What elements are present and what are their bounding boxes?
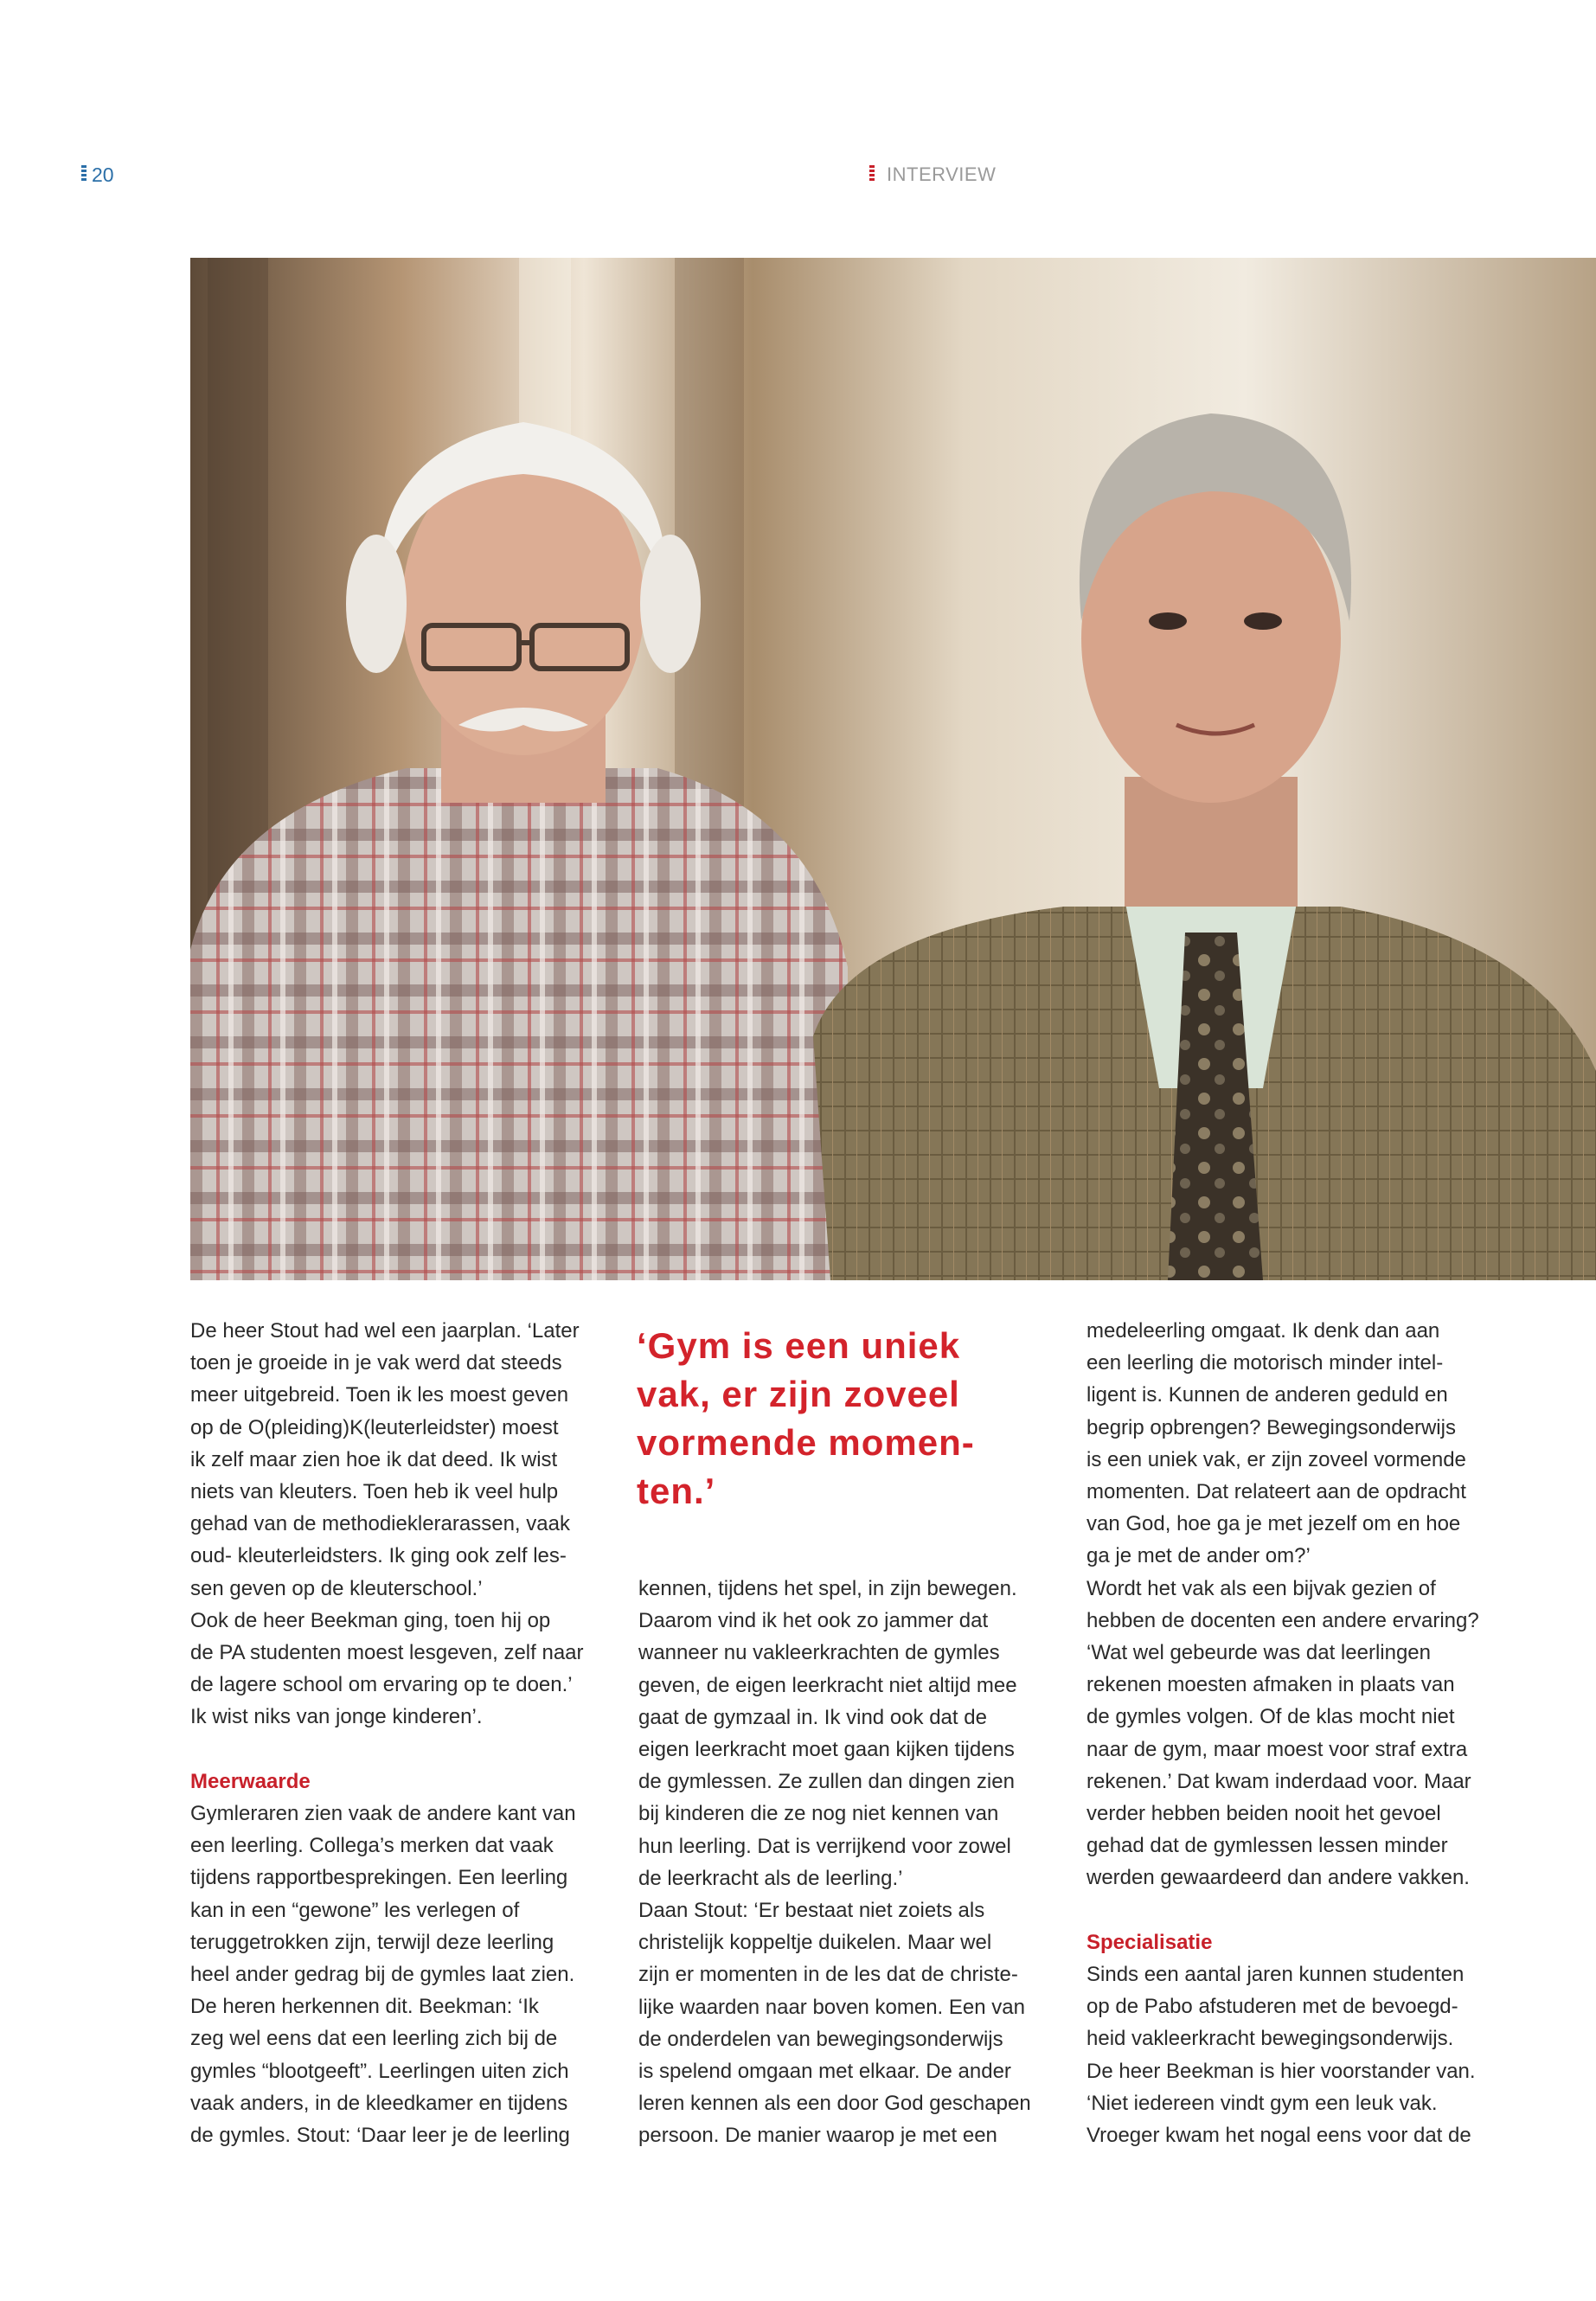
paragraph: Wordt het vak als een bijvak gezien of hebben de docenten een andere ervaring? ‘Wat wel gebeurde was dat leerlingen rekenen moesten afmaken in plaats van de gymles volgen. Of de klas mocht niet naar de gym, maar moest voor straf extra rekenen.’ Dat kwam inderdaad voor. Maar verder hebben beiden nooit het gevoel gehad dat de gymlessen lessen minder werden gewaardeerd dan andere vakken. — [1086, 1576, 1479, 1890]
section-label: INTERVIEW — [887, 163, 997, 185]
paragraph: medeleerling omgaat. Ik denk dan aan een leerling die motorisch minder intel- ligent is. Kunnen de anderen geduld en begrip opbrengen? Bewegingsonderwijs is een uniek vak, er zijn zoveel vormende momenten. Dat relateert aan de opdracht van God, hoe ga je met jezelf om en hoe ga je met de ander om?’ — [1086, 1319, 1466, 1568]
subheading-meerwaarde: Meerwaarde — [190, 1769, 311, 1793]
paragraph: Sinds een aantal jaren kunnen studenten op de Pabo afstuderen met de bevoegd- heid vakleerkracht bewegingsonderwijs. De heer Beekman is hier voorstander van. ‘Niet iedereen vindt gym een leuk vak. Vroeger kwam het nogal eens voor dat de — [1086, 1963, 1476, 2148]
paragraph: Gymleraren zien vaak de andere kant van een leerling. Collega’s merken dat vaak tijdens rapportbesprekingen. Een leerling kan in een “gewone” les verlegen of teruggetrokken zijn, terwijl deze leerling heel ander gedrag bij de gymles laat zien. De heren herkennen dit. Beekman: ‘Ik zeg wel eens dat een leerling zich bij de gymles “blootgeeft”. Leerlingen uiten zich vaak anders, in de kleedkamer en tijdens de gymles. Stout: ‘Daar leer je de leerling — [190, 1802, 576, 2148]
page-number: 20 — [92, 163, 114, 186]
paragraph: De heer Stout had wel een jaarplan. ‘Later toen je groeide in je vak werd dat steeds meer uitgebreid. Toen ik les moest geven op de O(pleiding)K(leuterleidster) moest ik zelf maar zien hoe ik dat deed. Ik wist niets van kleuters. Toen heb ik veel hulp gehad van de methodieklerarassen, vaak oud- kleuterleidsters. Ik ging ook zelf les- sen geven op de kleuterschool.’ — [190, 1319, 580, 1600]
page-marker-icon — [81, 165, 87, 183]
section-marker-icon — [869, 165, 875, 183]
portrait-photo — [190, 258, 1596, 1280]
text-column-2 — [638, 1573, 1036, 2152]
subheading-specialisatie: Specialisatie — [1086, 1930, 1213, 1954]
text-column-3 — [1086, 1315, 1484, 2151]
text-column-1 — [190, 1315, 588, 2151]
paragraph: Ook de heer Beekman ging, toen hij op de PA studenten moest lesgeven, zelf naar de lagere school om ervaring op te doen.’ Ik wist niks van jonge kinderen’. — [190, 1608, 584, 1729]
pull-quote: ‘Gym is een uniek vak, er zijn zoveel vormende momen- ten.’ — [637, 1325, 975, 1511]
paragraph: kennen, tijdens het spel, in zijn bewegen. Daarom vind ik het ook zo jammer dat wanneer nu vakleerkrachten de gymles geven, de eigen leerkracht niet altijd mee gaat de gymzaal in. Ik vind ook dat de eigen leerkracht moet gaan kijken tijdens de gymlessen. Ze zullen dan dingen zien bij kinderen die ze nog niet kennen van hun leerling. Dat is verrijkend voor zowel de leerkracht als de leerling.’ — [638, 1577, 1017, 1890]
paragraph: Daan Stout: ‘Er bestaat niet zoiets als christelijk koppeltje duikelen. Maar wel zijn er momenten in de les dat de christe- lijke waarden naar boven komen. Een van de onderdelen van bewegingsonderwijs is spelend omgaan met elkaar. De ander leren kennen als een door God geschapen persoon. De manier waarop je met een — [638, 1899, 1031, 2148]
portrait-illustration — [190, 258, 1596, 1280]
